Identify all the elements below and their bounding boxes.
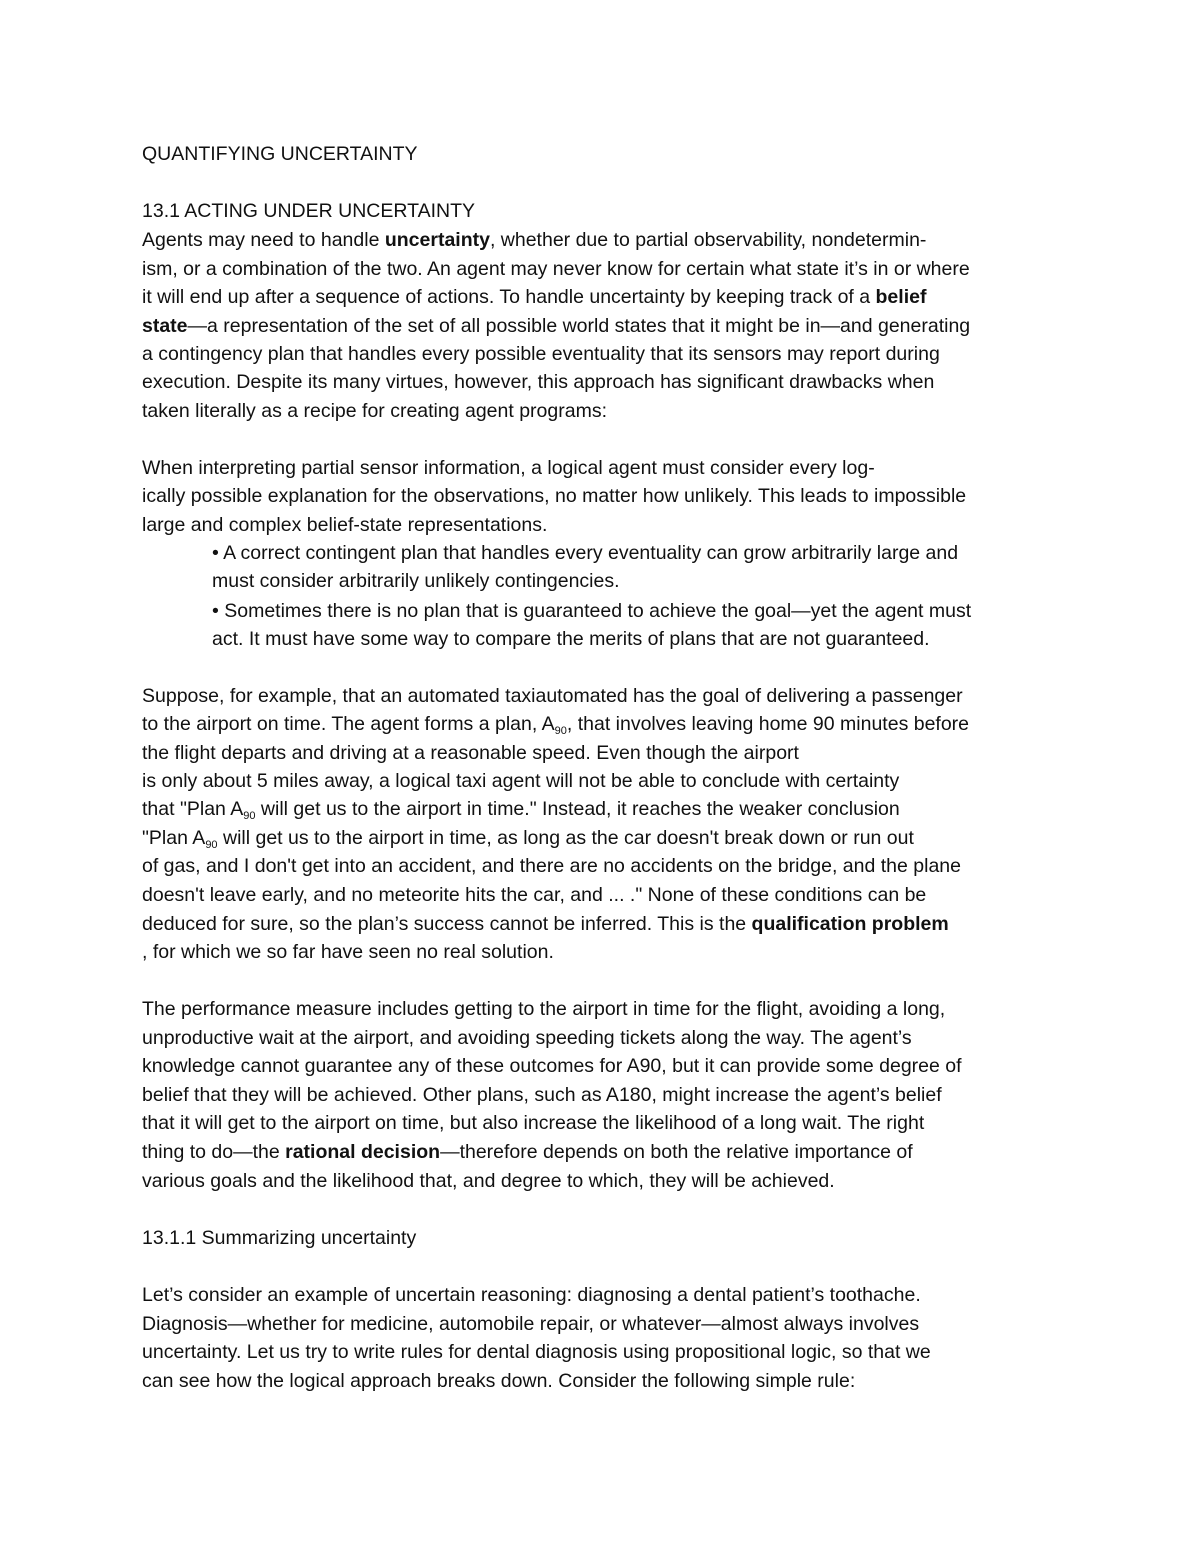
paragraph-line [142,257,970,281]
text-run: Diagnosis—whether for medicine, automobile repair, or whatever—almost always involves [142,1313,920,1335]
text-run: "Plan A [142,827,206,849]
paragraph-line [142,314,970,338]
paragraph-line [142,228,926,252]
bold-term: uncertainty [384,229,490,251]
paragraph-line [142,912,949,936]
paragraph-line [142,826,914,850]
text-run: the flight departs and driving at a reasonable speed. Even though the airport [142,742,799,764]
text-run: • A correct contingent plan that handles every eventuality can grow arbitrarily large and [212,542,959,564]
text-run: large and complex belief-state representations. [142,514,548,536]
paragraph-line [142,1169,835,1193]
subsection-heading [142,1226,416,1250]
text-run: will get us to the airport in time, as long as the car doesn't break down or run out [217,827,914,849]
paragraph-line [142,513,547,537]
text-run: The performance measure includes getting to the airport in time for the flight, avoiding a long, [142,998,946,1020]
text-run: • Sometimes there is no plan that is guaranteed to achieve the goal—yet the agent must [212,600,972,622]
text-run: , for which we so far have seen no real solution. [142,941,554,963]
subsection-heading-text: 13.1.1 Summarizing uncertainty [142,1227,417,1249]
paragraph-line [142,285,926,309]
text-run: —therefore depends on both the relative importance of [440,1141,913,1163]
subscript: 90 [243,810,256,822]
text-run: belief that they will be achieved. Other plans, such as A180, might increase the agent’s belief [142,1084,942,1106]
paragraph-line [142,456,875,480]
text-run: various goals and the likelihood that, and degree to which, they will be achieved. [142,1170,835,1192]
subscript: 90 [554,725,567,737]
paragraph-line [142,1283,921,1307]
bullet-item-continuation [212,627,930,651]
paragraph-line [142,1111,924,1135]
subscript: 90 [205,839,218,851]
paragraph-line [142,1140,913,1164]
bold-term: rational decision [285,1141,441,1163]
text-run: must consider arbitrarily unlikely contingencies. [212,570,620,592]
bullet-item [212,541,958,565]
text-run: Let’s consider an example of uncertain reasoning: diagnosing a dental patient’s toothache. [142,1284,921,1306]
text-run: , whether due to partial observability, nondetermin- [489,229,927,251]
text-run: will get us to the airport in time." Instead, it reaches the weaker conclusion [255,798,900,820]
paragraph-line [142,854,961,878]
section-heading-text: 13.1 ACTING UNDER UNCERTAINTY [142,200,476,222]
text-run: is only about 5 miles away, a logical taxi agent will not be able to conclude with certainty [142,770,900,792]
text-run: knowledge cannot guarantee any of these outcomes for A90, but it can provide some degree of [142,1055,962,1077]
title-text: QUANTIFYING UNCERTAINTY [142,143,418,165]
paragraph-line [142,741,799,765]
paragraph-line [142,940,554,964]
paragraph-line [142,1340,931,1364]
bullet-item [212,599,971,623]
paragraph-line [142,1026,912,1050]
text-run: When interpreting partial sensor information, a logical agent must consider every log- [142,457,875,479]
text-run: a contingency plan that handles every possible eventuality that its sensors may report during [142,343,940,365]
text-run: , that involves leaving home 90 minutes before [566,713,970,735]
paragraph-line [142,684,963,708]
bold-term: state [142,315,188,337]
text-run: ically possible explanation for the observations, no matter how unlikely. This leads to impossible [142,485,967,507]
text-run: act. It must have some way to compare the merits of plans that are not guaranteed. [212,628,930,650]
section-heading [142,199,475,223]
text-run: deduced for sure, so the plan’s success cannot be inferred. This is the [142,913,752,935]
text-run: —a representation of the set of all possible world states that it might be in—and generating [187,315,971,337]
paragraph-line [142,797,900,821]
text-run: that it will get to the airport on time, but also increase the likelihood of a long wait. The right [142,1112,925,1134]
text-run: doesn't leave early, and no meteorite hits the car, and ... ." None of these conditions can be [142,884,927,906]
text-run: of gas, and I don't get into an accident, and there are no accidents on the bridge, and the plane [142,855,961,877]
paragraph-line [142,883,926,907]
text-run: can see how the logical approach breaks down. Consider the following simple rule: [142,1370,856,1392]
text-run: unproductive wait at the airport, and avoiding speeding tickets along the way. The agent’s [142,1027,912,1049]
paragraph-line [142,1083,942,1107]
paragraph-line [142,342,940,366]
paragraph-line [142,997,945,1021]
text-run: Agents may need to handle [142,229,385,251]
text-run: thing to do—the [142,1141,286,1163]
bullet-item-continuation [212,569,620,593]
bold-term: qualification problem [751,913,949,935]
text-run: ism, or a combination of the two. An agent may never know for certain what state it’s in or where [142,258,970,280]
text-run: it will end up after a sequence of actions. To handle uncertainty by keeping track of a [142,286,876,308]
text-run: to the airport on time. The agent forms a plan, A [142,713,555,735]
text-run: taken literally as a recipe for creating agent programs: [142,400,607,422]
paragraph-line [142,769,899,793]
text-run: that "Plan A [142,798,244,820]
paragraph-line [142,1369,855,1393]
paragraph-line [142,712,969,736]
paragraph-line [142,399,607,423]
text-run: Suppose, for example, that an automated taxiautomated has the goal of delivering a passenger [142,685,963,707]
document-title [142,142,418,166]
paragraph-line [142,1312,919,1336]
paragraph-line [142,370,934,394]
paragraph-line [142,1054,962,1078]
bold-term: belief [875,286,927,308]
text-run: execution. Despite its many virtues, however, this approach has significant drawbacks when [142,371,935,393]
paragraph-line [142,484,966,508]
text-run: uncertainty. Let us try to write rules for dental diagnosis using propositional logic, so that we [142,1341,931,1363]
